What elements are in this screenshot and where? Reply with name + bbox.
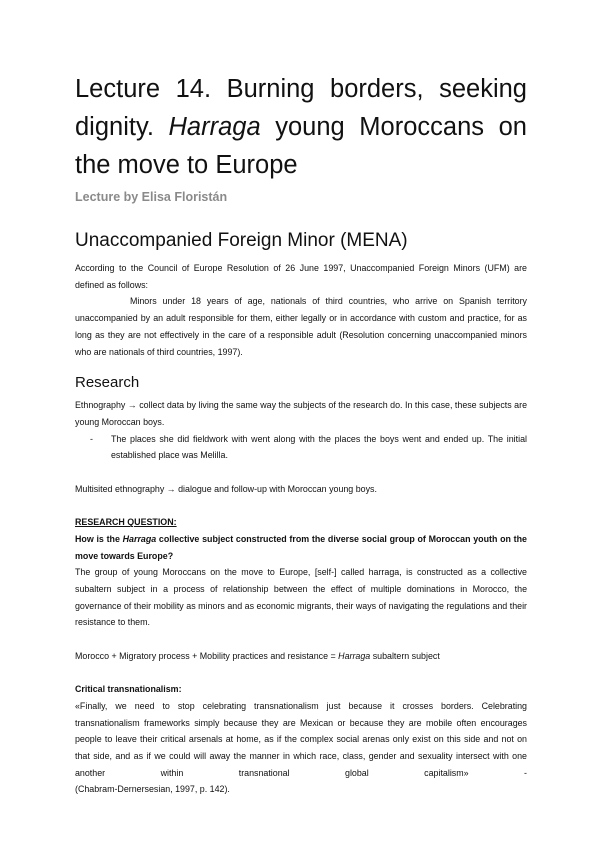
- ethnography-paragraph: Ethnography → collect data by living the same way the subjects of the research do. In this case, these subjects are young Moroccan boys.: [75, 400, 527, 427]
- research-question: [75, 531, 527, 564]
- critical-label: [75, 681, 527, 698]
- document-page: [75, 70, 527, 798]
- list-item: [90, 431, 527, 464]
- research-question-label: RESEARCH QUESTION:: [75, 517, 177, 528]
- intro-paragraph: According to the Council of Europe Resolution of 26 June 1997, Unaccompanied Foreign Minors (UFM) are defined as follows:: [75, 263, 527, 290]
- title-italic: Harraga: [168, 113, 261, 141]
- quote-paragraph: «Finally, we need to stop celebrating transnationalism just because it crosses borders. Celebrating transnationalism frameworks simply because they are Mexican or because they are mobile often encourages people to leave their critical arsenals at home, as if the complex social arenas only exist on this side and not on that side, and as if we could will away the manner in which race, class, gender and sexuality intersect with one another within transnational global capitalism» -: [75, 700, 527, 778]
- section-heading-research: Research: [75, 374, 140, 392]
- definition-paragraph: Minors under 18 years of age, nationals of third countries, who arrive on Spanish territory unaccompanied by an adult responsible for them, either legally or in accordance with custom and practice, for as long as they are not effectively in the care of a responsible adult (Resolution concerning unaccompanied minors who are nationals of third countries, 1997).: [75, 296, 527, 357]
- bullet-list: [75, 431, 527, 464]
- formula-text: Morocco + Migratory process + Mobility practices and resistance =: [75, 650, 339, 661]
- rq-text-end: collective subject constructed from the diverse social group of Moroccan youth on the move towards Europe?: [75, 533, 527, 561]
- formula-italic: Harraga: [338, 650, 371, 661]
- title-text: Lecture 14. Burning borders, seeking dignity.: [75, 75, 527, 141]
- critical-label-text: Critical transnationalism:: [75, 684, 182, 695]
- lecture-title: [75, 70, 527, 184]
- rq-italic: Harraga: [122, 533, 157, 544]
- formula-line: [75, 648, 527, 665]
- list-item-text: The places she did fieldwork with went along with the places the boys went and ended up. The initial established place was Melilla.: [111, 433, 527, 461]
- section-heading-mena: Unaccompanied Foreign Minor (MENA): [75, 230, 408, 251]
- quote-citation: (Chabram-Dernersesian, 1997, p. 142).: [75, 784, 230, 795]
- multisited-paragraph: Multisited ethnography → dialogue and follow-up with Moroccan young boys.: [75, 483, 377, 494]
- title-text-end: young Moroccans on the move to Europe: [75, 113, 527, 179]
- rq-text: How is the: [75, 533, 123, 544]
- lecture-subtitle: Lecture by Elisa Floristán: [75, 190, 228, 204]
- bullet-marker: -: [90, 433, 93, 444]
- formula-text-end: subaltern subject: [370, 650, 440, 661]
- research-answer: The group of young Moroccans on the move to Europe, [self-] called harraga, is constructed as a collective subaltern subject in a process of relationship between the effect of multiple dominations in Morocco, the governance of their mobility as minors and as economic migrants, their ways of navigating the regulations and their resistance to them.: [75, 567, 527, 628]
